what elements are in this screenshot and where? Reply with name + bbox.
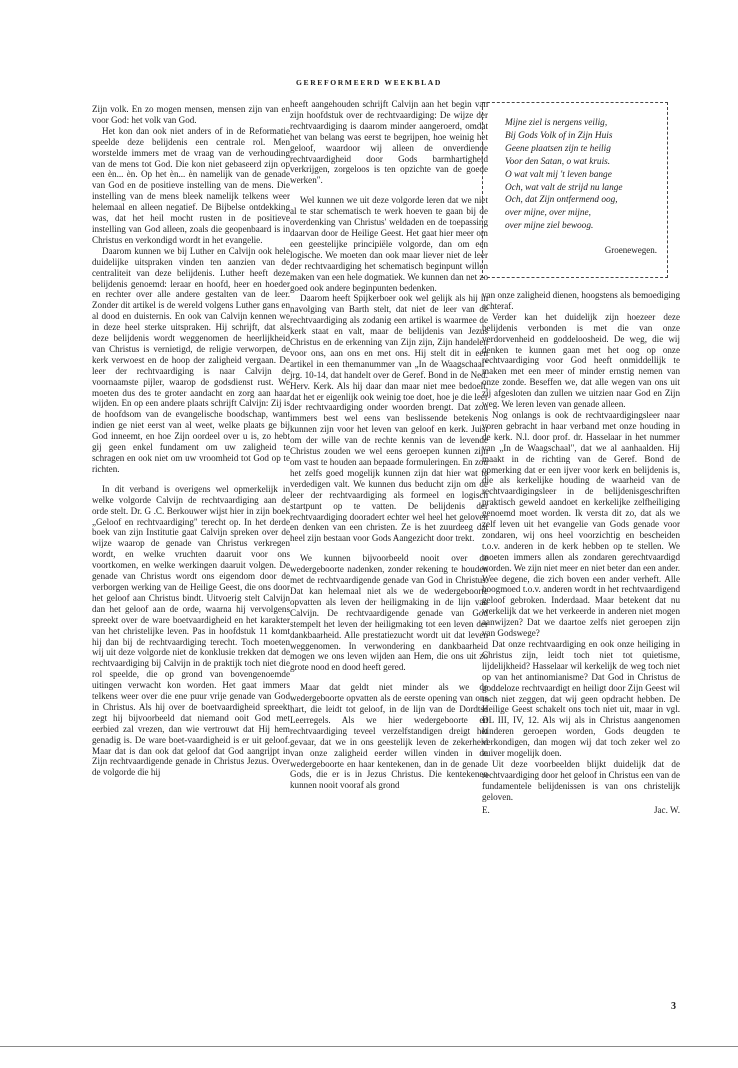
- poem-line: over mijne ziel bewoog.: [505, 221, 594, 232]
- signature-initial: E.: [482, 804, 490, 815]
- paragraph: Maar dat geldt niet minder als we de wedergeboorte opvatten als de eerste opening van ons hart, die leidt tot geloof, in de lijn van de Dordtse Leerregels. Als we hier wedergeboorte en rechtvaardiging teveel verzelfstandigen dreigt het gevaar, dat we in ons geestelijk leven de zekerheid van onze zaligheid eerder willen vinden in de wedergeboorte en haar kentekenen, dan in de genade Gods, die er is in Jezus Christus. Die kentekenen kunnen nooit vooraf als grond: [290, 682, 488, 791]
- poem-line: Geene plaatsen zijn te heilig: [505, 143, 611, 154]
- author-signature: Jac. W.: [653, 804, 680, 815]
- paragraph: In dit verband is overigens wel opmerkelijk in welke volgorde Calvijn de rechtvaardiging aan de orde stelt. Dr. G .C. Berkouwer wijst hier in zijn boek „Geloof en rechtvaardiging" terecht op. In het derde boek van zijn Institutie gaat Calvijn spreken over de wijze waarop de genade van Christus verkregen wordt, en welke vruchten daaruit voor ons voortkomen, en welke werkingen daaruit volgen. De genade van Christus wordt ons eigendom door de verborgen werking van de Heilige Geest, die ons door het geloof aan Christus bindt. Uitvoerig stelt Calvijn dan het geloof aan de orde, waarna hij vervolgens spreekt over de ware boetvaardigheid en het karakter van het christelijke leven. Pas in hoofdstuk 11 komt hij dan bij de rechtvaardiging terecht. Toch moeten wij uit deze volgorde niet de konklusie trekken dat de rechtvaardiging bij Calvijn in de praktijk toch niet die rol speelde, die op grond van bovengenoemde uitingen verwacht kon worden. Het gaat immers telkens weer over die ene puur vrije genade van God in Christus. Als hij over de boetvaardigheid spreekt zegt hij bijvoorbeeld dat niemand ooit God met eerbied zal vrezen, dan wie vertrouwt dat Hij hem genadig is. De ware boet-vaardigheid is er uit geloof. Maar dat is dan ook dat geloof dat God aangrijpt in Zijn rechtvaardigende genade in Christus Jezus. Over de volgorde die hij: [92, 483, 290, 778]
- poem-line: Voor den Satan, o wat kruis.: [505, 156, 611, 167]
- paragraph: van onze zaligheid dienen, hoogstens als bemoediging achteraf.: [482, 290, 680, 311]
- paragraph: Daarom heeft Spijkerboer ook wel gelijk als hij in navolging van Barth stelt, dat niet de leer van de rechtvaardiging als zodanig een artikel is waarmee de kerk staat en valt, maar de belijdenis van Jezus Christus en de erkenning van Zijn zijn, Zijn handelen voor ons, aan ons en met ons. Hij stelt dit in een artikel in een themanummer van „In de Waagschaal" jrg. 10-14, dat handelt over de Geref. Bond in de Ned. Herv. Kerk. Als hij daar dan maar niet mee bedoelt, dat het er eigenlijk ook weinig toe doet, hoe je die leer der rechtvaardiging onder woorden brengt. Dat zou immers best wel eens van beslissende betekenis kunnen zijn voor het leven van geloof en kerk. Juist om der wille van de rechte kennis van de levende Christus zouden we wel eens geroepen kunnen zijn om vast te houden aan bepaade formuleringen. En zou het zelfs goed mogelijk kunnen zijn dat hier wat te verdedigen valt. We kunnen dus beducht zijn om de leer der rechtvaardiging als formeel en logisch startpunt op te vatten. De belijdenis der rechtvaardiging dooradert echter wel heel het geloven en denken van een christen. Ze is het zuurdeeg dat heel zijn bestaan voor Gods Aangezicht door trekt.: [290, 293, 488, 544]
- column-left: [92, 104, 290, 778]
- paragraph: heeft aangehouden schrijft Calvijn aan het begin van zijn hoofdstuk over de rechtvaardiging: De wijze der rechtvaardiging is daarom minder aangeroerd, omdat het van belang was eerst te begrijpen, hoe weinig het geloof, waardoor wij alleen de onverdiende rechtvaardigheid door Gods barmhartigheid verkrijgen, zorgeloos is ten opzichte van de goede werken".: [290, 99, 488, 186]
- signature-line: [482, 805, 680, 816]
- column-right: [482, 290, 680, 816]
- page-header: GEREFORMEERD WEEKBLAD: [296, 78, 442, 87]
- column-middle: [290, 99, 488, 791]
- poem-line: Mijne ziel is nergens veilig,: [505, 118, 608, 128]
- paragraph: Nog onlangs is ook de rechtvaardigingsleer naar voren gebracht in haar verband met onze houding in de kerk. N.l. door prof. dr. Hasselaar in het nummer van „In de Waagschaal", dat we al aanhaalden. Hij maakt in de richting van de Geref. Bond de opmerking dat er een ijver voor kerk en belijdenis is, die als kerkelijke houding de waarheid van de rechtvaardigingsleer in de belijdenisgeschriften praktisch geweld aandoet en kerkelijke zelfheiliging genoemd moet worden. Ik versta dit zo, dat als we zelf leven uit het evangelie van Gods genade voor zondaren, wij ons heel voorzichtig en bescheiden t.o.v. anderen in de kerk hebben op te stellen. We moeten immers allen als zondaren gerechtvaardigd worden. We zijn niet meer en niet beter dan een ander. Wee degene, die zich boven een ander verheft. Alle hoogmoed t.o.v. anderen wordt in het rechtvaardigend geloof gebroken. Inderdaad. Maar betekent dat nu werkelijk dat we het verkeerde in anderen niet mogen aanwijzen? Dat we daartoe zelfs niet geroepen zijn van Godswege?: [482, 409, 680, 639]
- paragraph: Daarom kunnen we bij Luther en Calvijn ook hele duidelijke uitspraken vinden ten aanzien van de centraliteit van deze belijdenis. Luther heeft deze belijdenis genoemd: leraar en hoofd, heer en hoeder en rechter over alle andere gestalten van de leer. Zonder dit artikel is de wereld volgens Luther gans en al dood en duisternis. En ook van Calvijn kennen we in deze heel sterke uitspraken. Hij schrijft, dat als deze belijdenis wordt weggenomen de heerlijkheid van Christus is vernietigd, de religie verworpen, de kerk verwoest en de hoop der zaligheid vergaan. De leer der rechtvaardiging is naar Calvijn de voornaamste pijler, waarop de godsdienst rust. We moeten dus des te groter aandacht en zorg aan haar wijden. En op een andere plaats schrijft Calvijn: Zij is de hoofdsom van de evangelische boodschap, want indien ge niet eerst van al weet, welke plaats ge bij God inneemt, en hoe Zijn oordeel over u is, zo hebt gij geen enkel fundament om uw zaligheid te schragen en ook niet om uw vroomheid tot God op te richten.: [92, 245, 290, 474]
- poem-author: Groenewegen.: [604, 245, 657, 256]
- poem-box: [482, 102, 668, 278]
- poem-line: Och, wat valt de strijd nu lange: [505, 182, 623, 193]
- poem-line: O wat valt mij 't leven bange: [505, 169, 612, 180]
- paragraph: Wel kunnen we uit deze volgorde leren dat we niet al te star schematisch te werk hoeven te gaan bij de overdenking van Christus' weldaden en de toepassing daarvan door de Heilige Geest. Het gaat hier meer om een geestelijke principiële volgorde, dan om een logische. We moeten dan ook maar liever niet de leer der rechtvaardiging het schematisch beginpunt willen maken van een hele dogmatiek. We kunnen dan net zo goed ook andere beginpunten bedenken.: [290, 195, 488, 293]
- paragraph: Zijn volk. En zo mogen mensen, mensen zijn van en voor God: het volk van God.: [92, 104, 290, 125]
- bottom-rule: [0, 1046, 738, 1047]
- poem-line: Och, dat Zijn ontfermend oog,: [505, 195, 618, 206]
- poem-line: over mijne, over mijne,: [505, 208, 591, 219]
- paragraph: Dat onze rechtvaardiging en ook onze heiliging in Christus zijn, leidt toch niet tot quietisme, lijdelijkheid? Hasselaar wil kerkelijk de weg toch niet op van het antinomianisme? Dat God in Christus de goddeloze rechtvaardigt en heiligt door Zijn Geest wil toch niet zeggen, dat wij geen opdracht hebben. De Heilige Geest schakelt ons toch niet uit, maar in vgl. DL III, IV, 12. Als wij als in Christus aangenomen kinderen geroepen worden, Gods deugden te verkondigen, dan mogen wij dat toch zeker wel zo zuiver mogelijk doen.: [482, 639, 680, 759]
- paragraph: Uit deze voorbeelden blijkt duidelijk dat de rechtvaardiging door het geloof in Christus een van de fundamentele belijdenissen is van ons christelijk geloven.: [482, 758, 680, 802]
- poem-line: Bij Gods Volk of in Zijn Huis: [505, 130, 613, 141]
- paragraph: Het kon dan ook niet anders of in de Reformatie speelde deze belijdenis een centrale rol. Men worstelde immers met de vraag van de verhouding van de mens tot God. Die kon niet gebaseerd zijn op een èn... èn. Op het èn... èn namelijk van de genade van God en de positieve instelling van de mens. Die instelling van de mens bleek namelijk telkens weer helemaal en alleen negatief. De Bijbelse ontdekking was, dat het heil mocht rusten in de positieve instelling van God alleen, zoals die geopenbaard is in Christus en verkondigd wordt in het evangelie.: [92, 125, 290, 245]
- paragraph: We kunnen bijvoorbeeld nooit over de wedergeboorte nadenken, zonder rekening te houden met de rechtvaardigende genade van God in Christus. Dat kan helemaal niet als we de wedergeboorte opvatten als leven der heiligmaking in de lijn van Calvijn. De rechtvaardigende genade van God stempelt het leven der heiligmaking tot een leven der dankbaarheid. Alle prestatiezucht wordt uit dat leven weggenomen. In verwondering en dankbaarheid mogen we ons leven wijden aan Hem, die ons uit zo grote nood en dood heeft gered.: [290, 553, 488, 673]
- paragraph: Verder kan het duidelijk zijn hoezeer deze belijdenis verbonden is met die van onze verdorvenheid en goddeloosheid. De weg, die wij denken te kunnen gaan met het oog op onze rechtvaardiging voor God heeft onmiddellijk te maken met een meer of minder ernstig nemen van onze zonde. Beseffen we, dat alle wegen van ons uit zij afgesloten dan zullen we uitzien naar God en Zijn weg. We leren leven van genade alleen.: [482, 311, 680, 410]
- page-number: 3: [671, 1001, 676, 1012]
